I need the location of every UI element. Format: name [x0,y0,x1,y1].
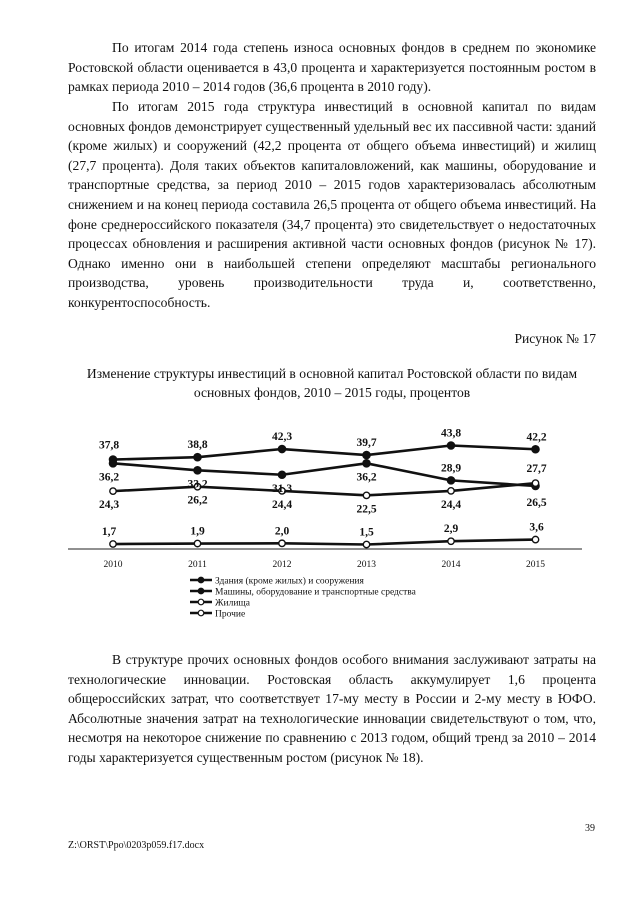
legend-label: Здания (кроме жилых) и сооружения [215,576,364,587]
data-label: 24,4 [440,498,462,511]
data-label: 36,2 [356,471,377,484]
data-label: 1,7 [101,526,117,539]
series-line [113,483,536,495]
data-point [194,540,200,546]
paragraph-text: По итогам 2015 года структура инвестиций в основной капитал по видам основных фондов демонстрирует существенный удельный вес их пассивной части: зданий (кроме жилых) и сооружений (42,2 процента от общего объема инвестиций) и жилищ (27,7 процента). Доля таких объектов капиталовложений, как машины, оборудование и транспортные средства, за период 2010 – 2015 годов характеризовалась абсолютным снижением и на конец периода составила 26,5 процента от общего объема инвестиций. На фоне среднероссийского показателя (34,7 процента) это свидетельствует о недостаточных процессах обновления и расширения активной части основных фондов (рисунок № 17). Однако именно они в наибольшей степени определяют масштабы регионального производства, уровень производительности труда и, соответственно, конкурентоспособность. [68,99,596,310]
x-tick-label: 2015 [526,560,545,570]
data-label: 26,2 [187,494,208,507]
paragraph-technological-innovations [68,650,596,768]
series-group [109,442,539,548]
legend-label: Машины, оборудование и транспортные средства [215,587,416,598]
legend-marker [198,577,204,583]
data-label: 1,5 [359,526,374,539]
legend-marker [198,599,204,605]
chart-title: Изменение структуры инвестиций в основной капитал Ростовской области по видам основных фондов, 2010 – 2015 годы, процентов [86,366,578,400]
data-label: 1,9 [190,525,205,538]
data-point [363,492,369,498]
x-tick-label: 2012 [272,560,292,570]
data-label: 26,5 [526,496,547,509]
data-label: 43,8 [440,427,462,440]
legend-label: Прочие [215,609,246,620]
data-label: 22,5 [356,503,377,516]
data-point [447,477,454,484]
x-tick-label: 2010 [103,560,123,570]
data-label: 3,6 [529,521,544,534]
data-point [279,540,285,546]
data-point [363,541,369,547]
figure-label: Рисунок № 17 [514,331,596,346]
legend-marker [198,610,204,616]
data-label: 37,8 [98,439,120,452]
data-point [278,445,285,452]
data-point [110,541,116,547]
data-point [448,488,454,494]
data-point [109,460,116,467]
data-point [194,454,201,461]
x-tick-label: 2013 [357,560,376,570]
series-line [113,463,536,486]
legend-label: Жилища [215,598,250,609]
data-point [532,480,538,486]
data-point [448,538,454,544]
data-point [532,446,539,453]
data-label: 24,4 [271,498,293,511]
data-point [363,452,370,459]
data-point [532,536,538,542]
data-point [363,460,370,467]
data-point [194,467,201,474]
data-label: 28,9 [440,462,462,475]
series-line [113,540,536,545]
series-line [113,446,536,460]
legend-marker [198,588,204,594]
paragraph-text: По итогам 2014 года степень износа основных фондов в среднем по экономике Ростовской области оценивается в 43,0 процента и характеризуется постоянным ростом в рамках периода 2010 – 2014 годов (36,6 процента в 2010 году). [68,40,596,95]
paragraph-text: В структуре прочих основных фондов особого внимания заслуживают затраты на технологические инновации. Ростовская область аккумулирует 1,6 процента общероссийских затрат, что соответствует 17-му месту в России и 2-му месту в ЮФО. Абсолютные значения затрат на технологические инновации свидетельствуют о том, что, несмотря на некоторое снижение по сравнению с 2013 годом, общий тренд за 2010 – 2014 годы характеризуется существенным ростом (рисунок № 18). [68,652,596,765]
data-label: 42,3 [271,431,293,444]
data-label: 42,2 [526,431,547,444]
data-label: 31,3 [271,482,293,495]
data-point [447,442,454,449]
data-label: 2,0 [274,525,290,538]
data-label: 27,7 [526,463,547,476]
document-file-path: Z:\ORST\Ppo\0203p059.f17.docx [68,840,205,851]
data-label: 24,3 [98,499,120,512]
chart-legend [190,576,417,620]
data-label: 33,2 [187,478,208,491]
data-label: 36,2 [98,471,120,484]
data-label: 2,9 [443,523,459,536]
x-tick-label: 2011 [188,560,207,570]
data-point [110,488,116,494]
x-tick-label: 2014 [441,560,461,570]
data-label: 38,8 [187,439,208,452]
page-number: 39 [585,823,595,834]
x-axis [68,549,582,570]
data-label: 39,7 [356,437,377,450]
data-point [278,471,285,478]
